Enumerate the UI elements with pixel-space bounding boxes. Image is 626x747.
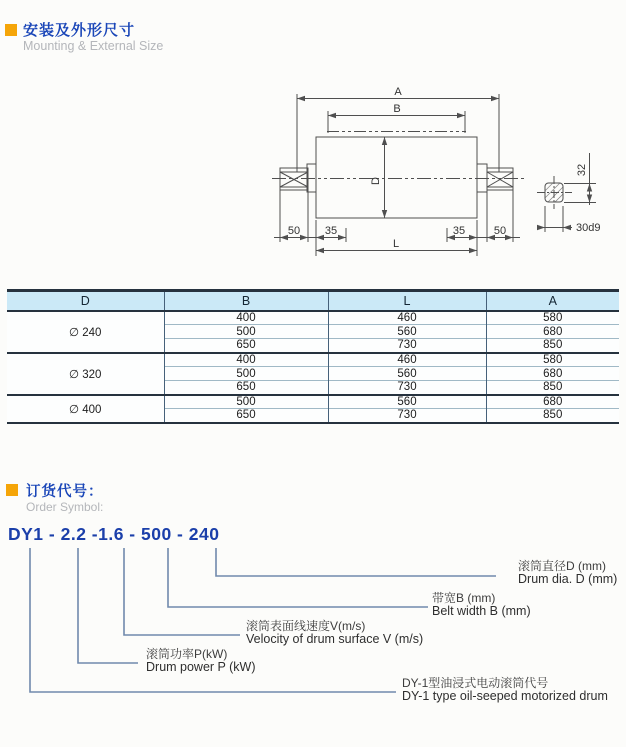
label-zh: 滚筒表面线速度V(m/s) [246, 619, 366, 633]
dimension-table [7, 289, 619, 424]
label-drum-power [146, 648, 256, 674]
dim-label-35-right: 35 [452, 225, 466, 237]
cell-b: 400 [164, 353, 328, 367]
cell-l: 460 [328, 353, 486, 367]
cell-b: 400 [164, 311, 328, 325]
cell-a: 850 [486, 381, 619, 395]
table-row [7, 311, 619, 325]
label-zh: 带宽B (mm) [432, 591, 496, 605]
mounting-title-en: Mounting & External Size [23, 39, 164, 53]
cell-l: 730 [328, 339, 486, 353]
order-title-en: Order Symbol: [26, 500, 104, 514]
label-zh: 滚筒直径D (mm) [518, 559, 606, 573]
table-header-row [7, 291, 619, 311]
cell-a: 680 [486, 325, 619, 339]
dim-label-32: 32 [576, 163, 588, 177]
cell-a: 580 [486, 311, 619, 325]
cell-l: 460 [328, 311, 486, 325]
label-zh: DY-1型油浸式电动滚筒代号 [402, 676, 549, 690]
col-header-D: D [7, 291, 164, 311]
label-surface-velocity [246, 620, 423, 646]
cell-b: 500 [164, 395, 328, 409]
dim-label-50-right: 50 [493, 225, 507, 237]
dim-label-A: A [394, 86, 402, 98]
section-bullet-icon [5, 24, 17, 36]
diameter-cell: ∅ 400 [7, 395, 164, 423]
cell-l: 730 [328, 381, 486, 395]
cell-a: 680 [486, 395, 619, 409]
cell-b: 650 [164, 409, 328, 423]
label-en: Drum dia. D (mm) [518, 572, 618, 586]
col-header-A: A [486, 291, 619, 311]
table-row [7, 395, 619, 409]
label-en: Belt width B (mm) [432, 604, 531, 618]
cell-b: 500 [164, 325, 328, 339]
cell-a: 850 [486, 409, 619, 423]
mounting-title-zh: 安装及外形尺寸 [23, 22, 136, 39]
dim-label-50-left: 50 [287, 225, 301, 237]
diameter-cell: ∅ 320 [7, 353, 164, 395]
table-row [7, 353, 619, 367]
drum-body [316, 137, 477, 218]
diameter-cell: ∅ 240 [7, 311, 164, 353]
dim-label-D: D [370, 177, 382, 185]
cell-l: 560 [328, 395, 486, 409]
label-en: DY-1 type oil-seeped motorized drum [402, 689, 608, 703]
label-en: Drum power P (kW) [146, 660, 256, 674]
dim-label-35-left: 35 [324, 225, 338, 237]
cell-l: 560 [328, 367, 486, 381]
label-belt-width [432, 592, 531, 618]
cell-l: 730 [328, 409, 486, 423]
dim-label-B: B [393, 103, 401, 115]
drum-dimension-drawing [0, 75, 626, 275]
col-header-L: L [328, 291, 486, 311]
cell-a: 850 [486, 339, 619, 353]
order-code: DY1 - 2.2 -1.6 - 500 - 240 [8, 524, 220, 544]
dim-label-L: L [392, 238, 400, 250]
cell-b: 650 [164, 339, 328, 353]
cell-a: 680 [486, 367, 619, 381]
label-en: Velocity of drum surface V (m/s) [246, 632, 424, 646]
label-zh: 滚筒功率P(kW) [146, 647, 228, 661]
cell-a: 580 [486, 353, 619, 367]
label-drum-type [402, 677, 608, 703]
order-title-zh: 订货代号： [26, 484, 104, 500]
section-bullet-icon [6, 484, 18, 496]
cell-b: 500 [164, 367, 328, 381]
cell-b: 650 [164, 381, 328, 395]
col-header-B: B [164, 291, 328, 311]
label-drum-diameter [518, 560, 617, 586]
cell-l: 560 [328, 325, 486, 339]
dim-label-30d9: 30d9 [576, 222, 601, 234]
